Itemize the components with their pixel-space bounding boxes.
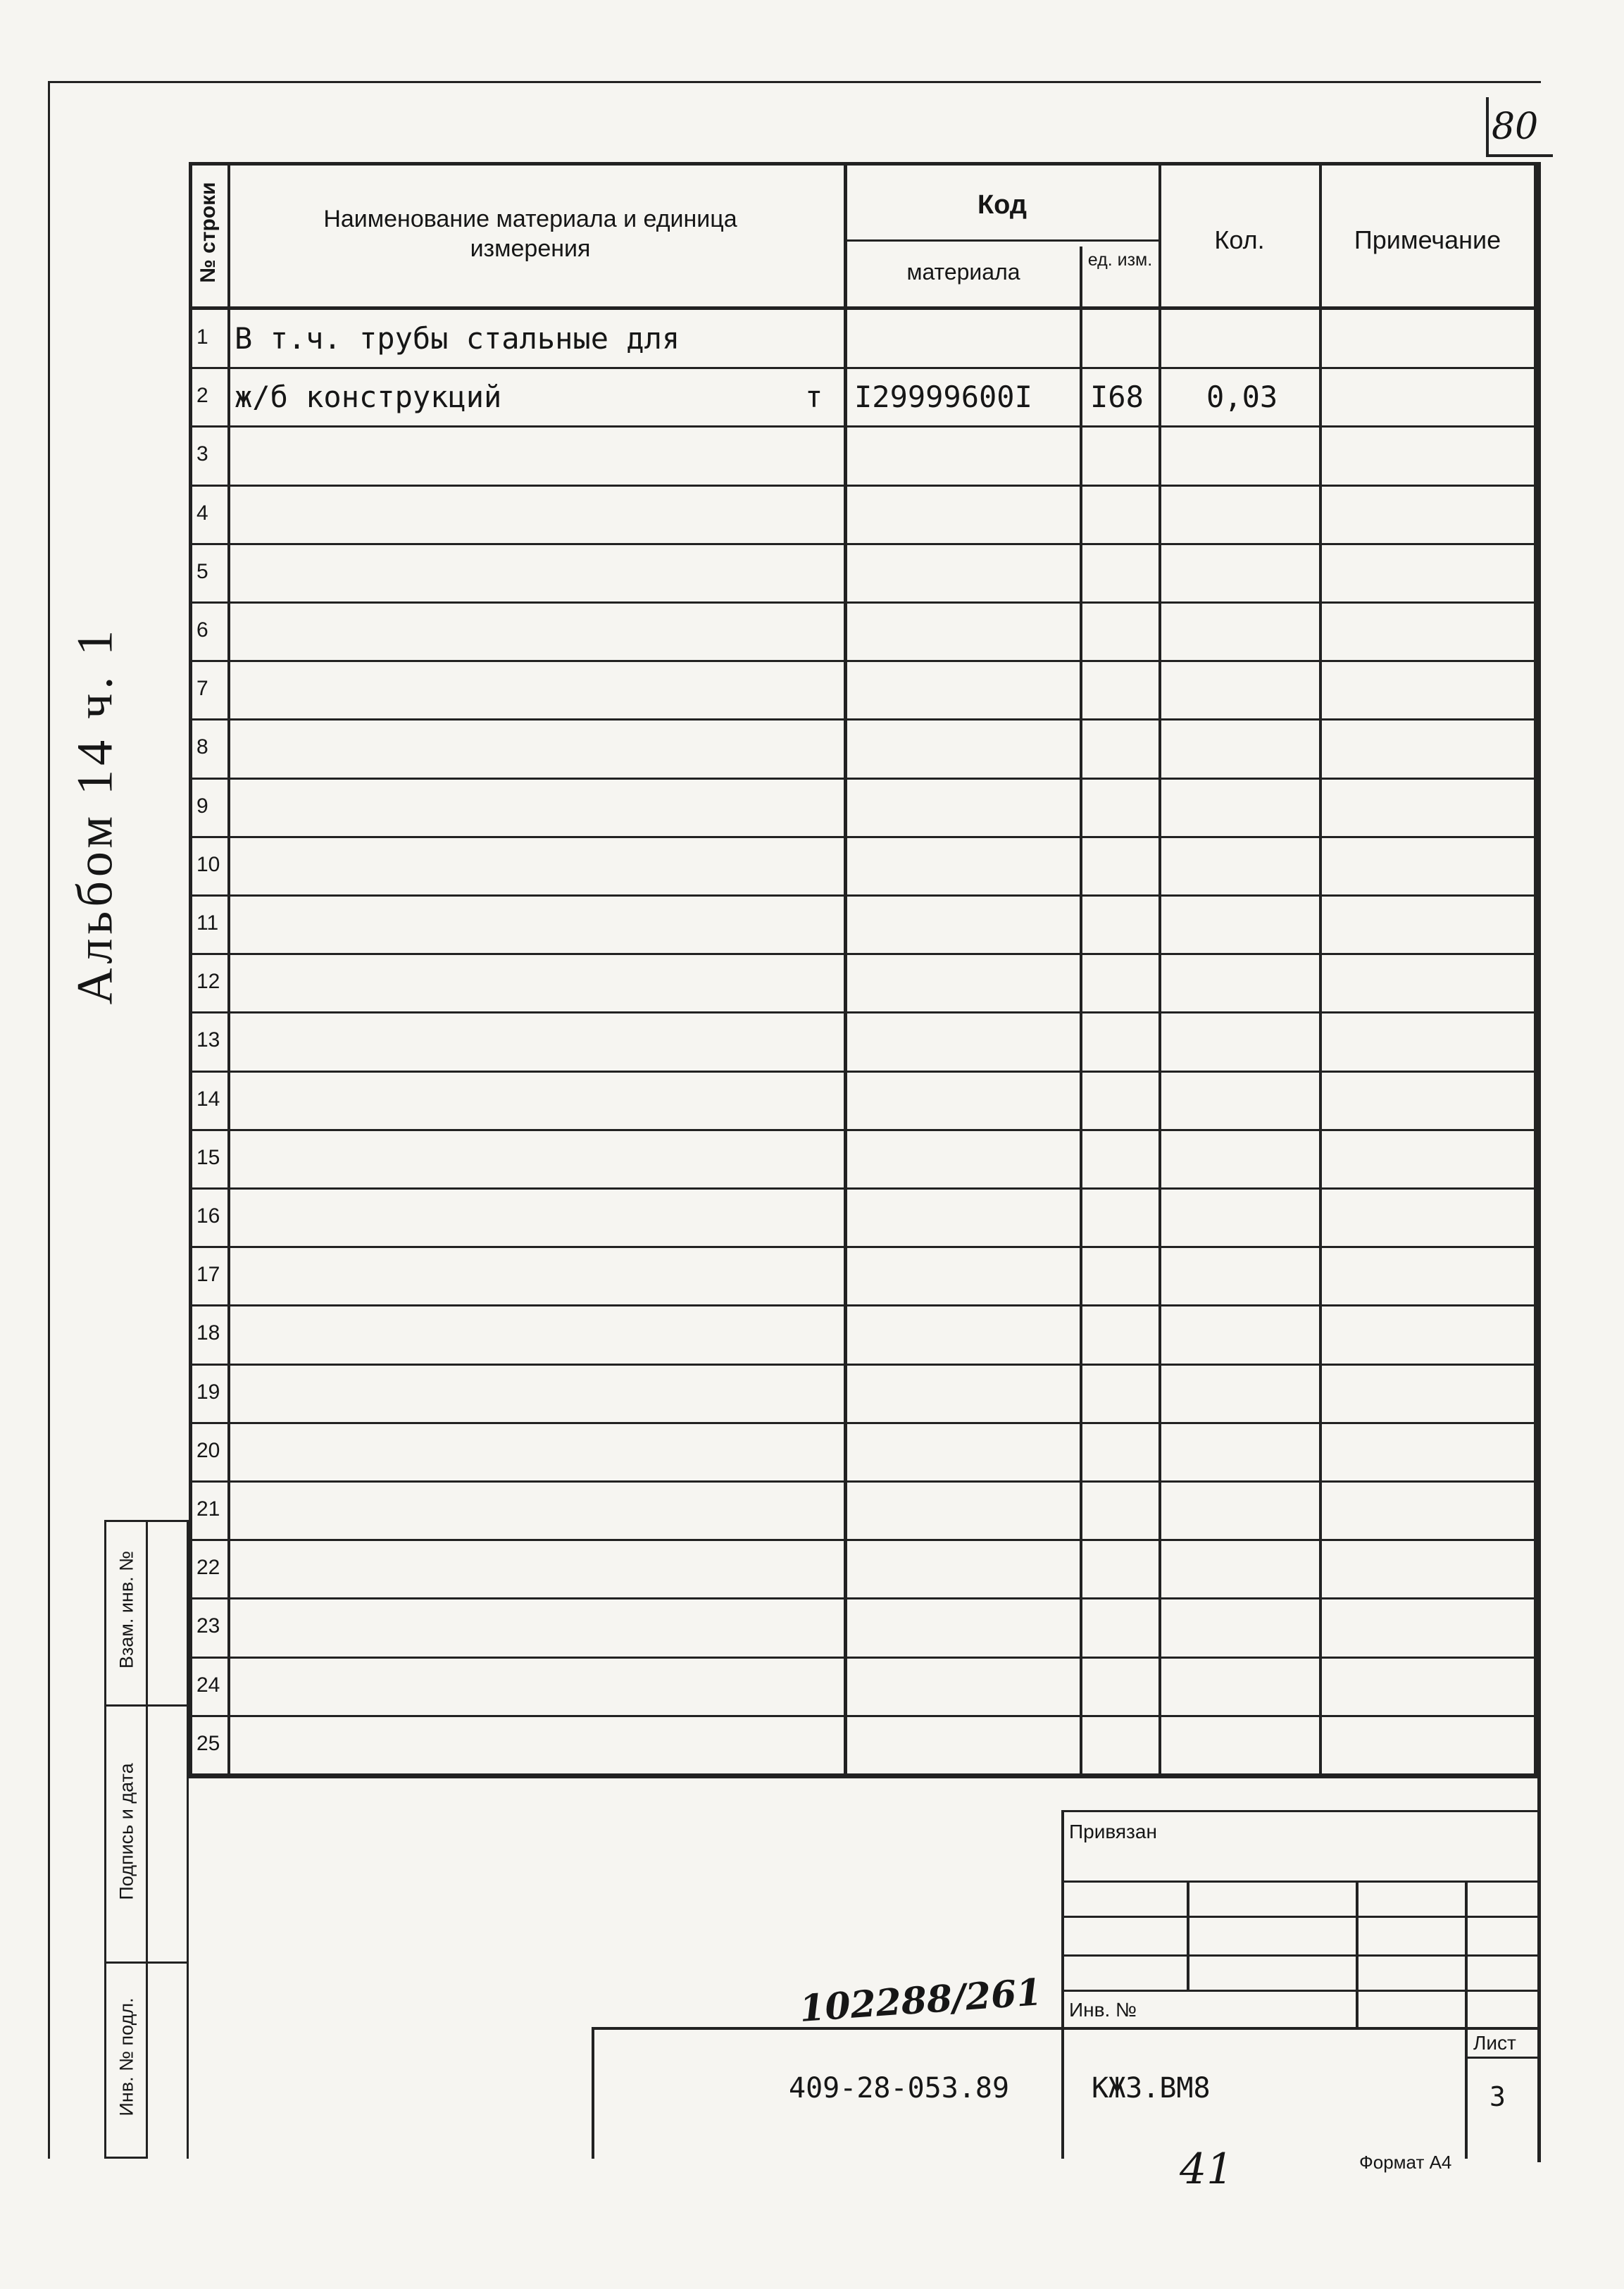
row-divider (192, 1246, 1534, 1248)
materials-table (189, 162, 1537, 1778)
stamp-podpis-data: Подпись и дата (115, 1763, 137, 1900)
row-divider (192, 1715, 1534, 1717)
row-divider (192, 1773, 1534, 1776)
row-divider (192, 894, 1534, 897)
row-divider (192, 1539, 1534, 1541)
row-divider (192, 425, 1534, 428)
row-number: 1 (196, 325, 208, 349)
header-code-unit: ед. изм. (1087, 250, 1153, 270)
sheet-label: Лист (1473, 2032, 1516, 2054)
code-subheader-line (844, 239, 1158, 242)
row-divider (192, 1011, 1534, 1013)
header-code: Код (977, 190, 1028, 220)
header-row-no: № строки (196, 182, 220, 283)
row-divider (192, 836, 1534, 838)
material-name-cell: ж/б конструкций (235, 380, 502, 415)
header-note: Примечание (1354, 225, 1501, 254)
row-number: 20 (196, 1438, 220, 1462)
row-number: 3 (196, 442, 208, 466)
document-code-suffix: КЖЗ.ВМ8 (1092, 2072, 1211, 2104)
row-number: 6 (196, 618, 208, 642)
sheet-label-line (1465, 2057, 1537, 2059)
row-divider (192, 1129, 1534, 1131)
row-divider (192, 1187, 1534, 1190)
row-number: 19 (196, 1380, 220, 1404)
row-divider (192, 1597, 1534, 1599)
row-divider (192, 1364, 1534, 1366)
header-bottom-line (192, 306, 1534, 310)
row-divider (192, 601, 1534, 604)
row-divider (192, 1480, 1534, 1483)
row-number: 11 (196, 911, 219, 935)
album-label: Альбом 14 ч. 1 (66, 625, 123, 1005)
privyazan-label: Привязан (1069, 1821, 1157, 1842)
row-divider (192, 953, 1534, 955)
row-number: 9 (196, 794, 208, 818)
unit-code-cell: I68 (1090, 380, 1144, 415)
row-divider (192, 485, 1534, 487)
row-divider (192, 718, 1534, 721)
stamp-divider-2 (104, 1961, 189, 1964)
stamp-vzam-inv: Взам. инв. № (115, 1550, 137, 1669)
row-number: 13 (196, 1028, 220, 1052)
col-divider-rowno (227, 166, 230, 1778)
row-divider (192, 778, 1534, 780)
row-divider (192, 660, 1534, 662)
tb-vline-1 (1187, 1881, 1189, 1990)
document-code-box (592, 2027, 1537, 2159)
row-number: 24 (196, 1673, 220, 1697)
sheet-number: 3 (1489, 2081, 1506, 2112)
frame-right-edge (1537, 162, 1541, 2162)
document-code: 409-28-053.89 (789, 2072, 1010, 2104)
col-divider-name (844, 166, 847, 1778)
row-number: 4 (196, 501, 208, 525)
header-code-material: материала (906, 259, 1020, 285)
row-number: 10 (196, 852, 220, 876)
material-code-cell: I29999600I (854, 380, 1032, 415)
inv-no-label: Инв. № (1069, 1999, 1137, 2021)
quantity-cell: 0,03 (1206, 380, 1278, 415)
row-divider (192, 1304, 1534, 1306)
row-divider (192, 543, 1534, 545)
row-number: 2 (196, 384, 208, 408)
stamp-inv-podl: Инв. № подл. (115, 1997, 137, 2116)
row-number: 8 (196, 735, 208, 759)
row-number: 18 (196, 1321, 220, 1345)
col-divider-qty (1319, 166, 1322, 1778)
row-number: 14 (196, 1087, 220, 1111)
left-stamp-column-2 (148, 1520, 189, 2159)
row-number: 25 (196, 1731, 220, 1755)
header-name: Наименование материала и единица измерения (323, 206, 737, 262)
tb-vline-2 (1356, 1881, 1358, 2028)
row-number: 23 (196, 1614, 220, 1638)
row-number: 16 (196, 1204, 220, 1228)
row-number: 22 (196, 1556, 220, 1580)
col-divider-unit (1158, 166, 1161, 1778)
format-label: Формат А4 (1359, 2152, 1452, 2173)
row-number: 7 (196, 677, 208, 701)
material-name-cell: В т.ч. трубы стальные для (235, 321, 680, 356)
row-number: 15 (196, 1145, 220, 1169)
row-number: 17 (196, 1263, 220, 1287)
page-number: 80 (1492, 106, 1539, 148)
row-number: 21 (196, 1497, 220, 1521)
handwritten-page-number: 41 (1180, 2145, 1234, 2194)
row-divider (192, 1422, 1534, 1424)
header-qty: Кол. (1214, 225, 1265, 254)
row-divider (192, 1657, 1534, 1659)
row-divider (192, 1071, 1534, 1073)
stamp-divider-1 (104, 1704, 189, 1707)
row-number: 5 (196, 559, 208, 583)
row-divider (192, 367, 1534, 369)
stamp-number: 102288/261 (798, 1971, 1044, 2031)
row-number: 12 (196, 970, 220, 994)
unit-letter-cell: т (805, 380, 823, 415)
